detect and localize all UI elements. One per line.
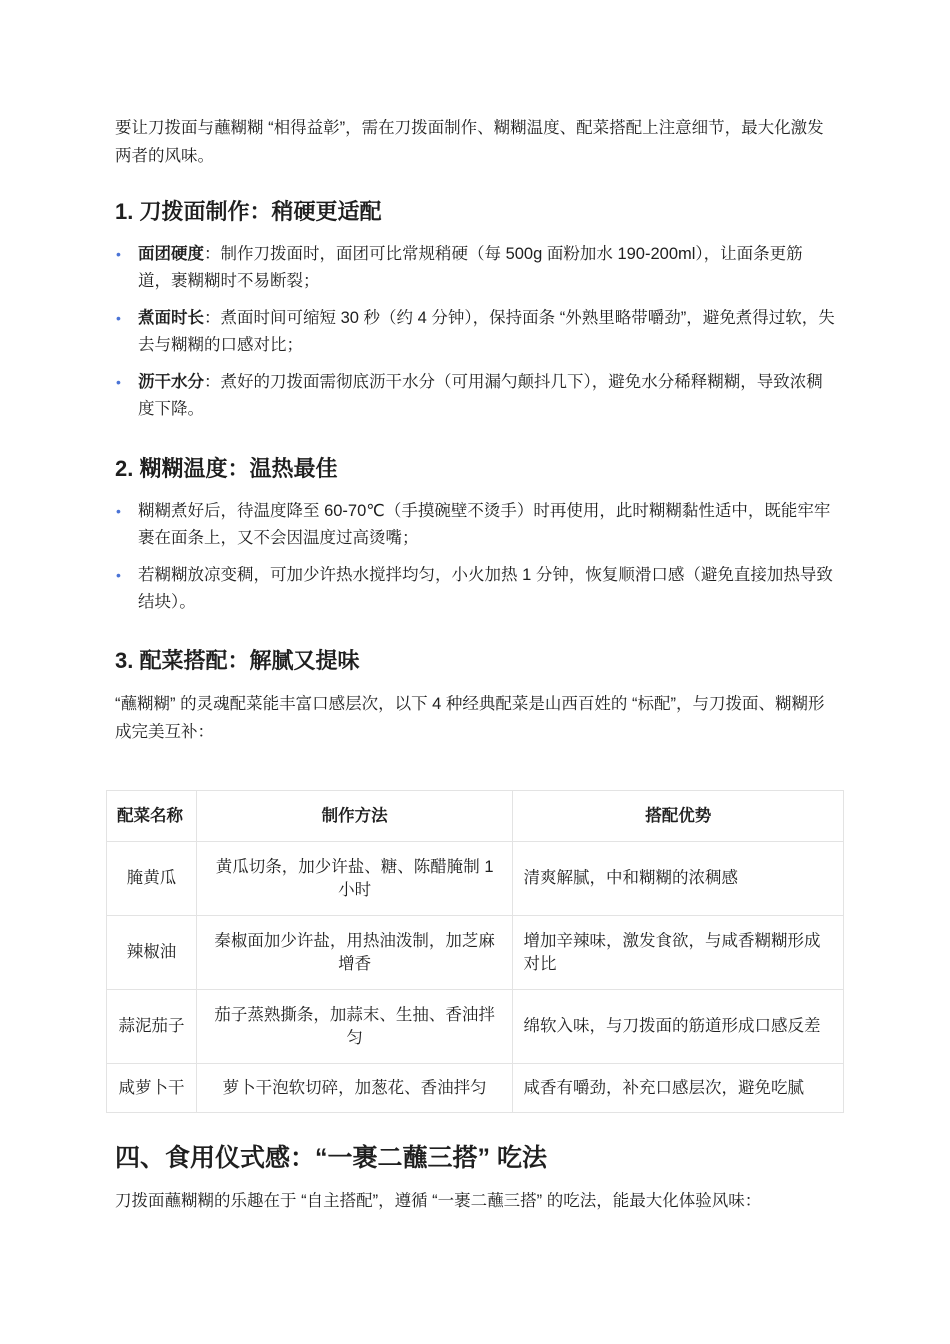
- list-item-text: 糊糊煮好后，待温度降至 60-70℃（手摸碗壁不烫手）时再使用，此时糊糊黏性适中，既能牢牢裹在面条上，又不会因温度过高烫嘴；: [138, 502, 831, 547]
- list-item-text: ：煮好的刀拨面需彻底沥干水分（可用漏勺颠抖几下），避免水分稀释糊糊，导致浓稠度下降。: [138, 373, 823, 418]
- dish-name-cell: 蒜泥茄子: [107, 990, 197, 1064]
- dish-name-cell: 腌黄瓜: [107, 842, 197, 916]
- list-item-label: 煮面时长: [138, 309, 204, 327]
- method-cell: 黄瓜切条，加少许盐、糖、陈醋腌制 1 小时: [196, 842, 513, 916]
- list-item: [115, 241, 835, 295]
- method-cell: 茄子蒸熟撕条，加蒜末、生抽、香油拌匀: [196, 990, 513, 1064]
- advantage-cell: 绵软入味，与刀拨面的筋道形成口感反差: [513, 990, 844, 1064]
- method-cell: 萝卜干泡软切碎，加葱花、香油拌匀: [196, 1064, 513, 1113]
- bullet-icon: •: [116, 374, 121, 390]
- list-item: [115, 498, 835, 552]
- method-cell: 秦椒面加少许盐，用热油泼制，加芝麻增香: [196, 916, 513, 990]
- header-cell: 制作方法: [196, 791, 513, 842]
- section-3-heading: 3. 配菜搭配：解腻又提味: [115, 648, 360, 673]
- bullet-icon: •: [116, 503, 121, 519]
- table-header-row: [107, 791, 844, 842]
- section-4-intro: 刀拨面蘸糊糊的乐趣在于 “自主搭配”，遵循 “一裹二蘸三搭” 的吃法，能最大化体验风味：: [115, 1192, 762, 1210]
- list-item: [115, 369, 835, 423]
- advantage-cell: 增加辛辣味，激发食欲，与咸香糊糊形成对比: [513, 916, 844, 990]
- table-row: [107, 990, 844, 1064]
- advantage-cell: 清爽解腻，中和糊糊的浓稠感: [513, 842, 844, 916]
- list-item: [115, 562, 835, 616]
- side-dish-table: [106, 790, 844, 1113]
- intro-paragraph: 要让刀拨面与蘸糊糊 “相得益彰”，需在刀拨面制作、糊糊温度、配菜搭配上注意细节，最大化激发两者的风味。: [115, 119, 824, 165]
- dish-name-cell: 咸萝卜干: [107, 1064, 197, 1113]
- list-item-text: ：煮面时间可缩短 30 秒（约 4 分钟），保持面条 “外熟里略带嚼劲”，避免煮得过软，失去与糊糊的口感对比；: [138, 309, 835, 354]
- bullet-icon: •: [116, 246, 121, 262]
- section-1-list: [115, 241, 835, 433]
- section-4-heading: 四、食用仪式感：“一裹二蘸三搭” 吃法: [115, 1144, 547, 1172]
- list-item-text: ：制作刀拨面时，面团可比常规稍硬（每 500g 面粉加水 190-200ml），让面条更筋道，裹糊糊时不易断裂；: [138, 245, 803, 290]
- bullet-icon: •: [116, 567, 121, 583]
- section-2-list: [115, 498, 835, 626]
- section-2-heading: 2. 糊糊温度：温热最佳: [115, 456, 338, 481]
- dish-name-cell: 辣椒油: [107, 916, 197, 990]
- table-row: [107, 916, 844, 990]
- table-row: [107, 842, 844, 916]
- list-item: [115, 305, 835, 359]
- section-3-intro: “蘸糊糊” 的灵魂配菜能丰富口感层次，以下 4 种经典配菜是山西百姓的 “标配”，与刀拨面、糊糊形成完美互补：: [115, 695, 825, 741]
- table-row: [107, 1064, 844, 1113]
- list-item-label: 沥干水分: [138, 373, 204, 391]
- header-cell: 配菜名称: [107, 791, 197, 842]
- list-item-text: 若糊糊放凉变稠，可加少许热水搅拌均匀，小火加热 1 分钟，恢复顺滑口感（避免直接加热导致结块）。: [138, 566, 833, 611]
- advantage-cell: 咸香有嚼劲，补充口感层次，避免吃腻: [513, 1064, 844, 1113]
- header-cell: 搭配优势: [513, 791, 844, 842]
- bullet-icon: •: [116, 310, 121, 326]
- list-item-label: 面团硬度: [138, 245, 204, 263]
- section-1-heading: 1. 刀拨面制作：稍硬更适配: [115, 199, 382, 224]
